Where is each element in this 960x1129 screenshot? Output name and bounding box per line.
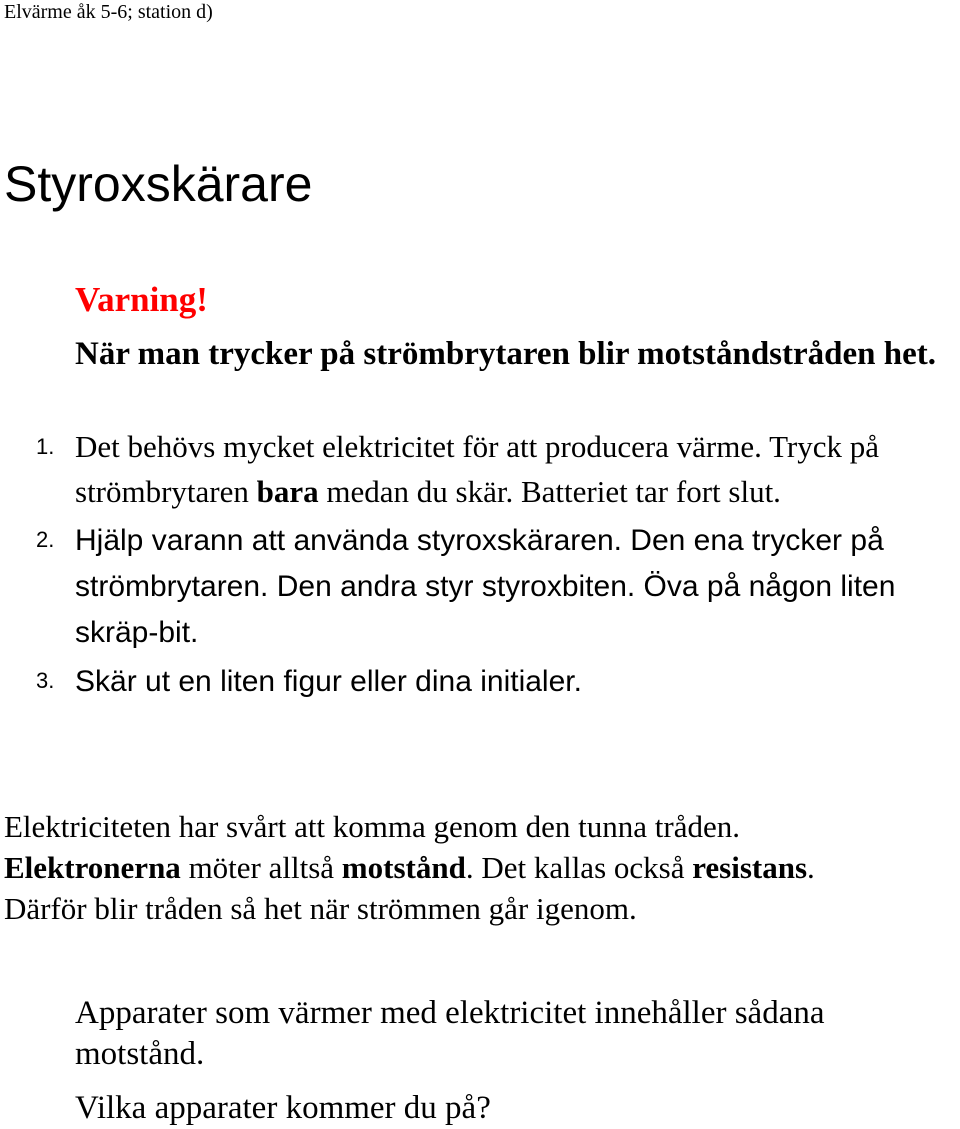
explanation-paragraph xyxy=(4,806,960,929)
step-number: 2. xyxy=(36,527,55,552)
step-emphasis: bara xyxy=(256,474,319,509)
step-text-before: Det behövs mycket elektricitet för att producera värme. Tryck på strömbrytaren xyxy=(75,429,880,509)
step-text: Hjälp varann att använda styroxskäraren. Den ena trycker på strömbrytaren. Den andra styr styroxbiten. Öva på någon liten skräp-bit. xyxy=(75,524,896,649)
step-number: 3. xyxy=(36,668,55,693)
term-resistance: motstånd xyxy=(341,850,466,885)
appliances-text: Apparater som värmer med elektricitet innehåller sådana motstånd. xyxy=(75,995,825,1072)
explanation-period: . xyxy=(807,850,815,885)
step-text-after: medan du skär. Batteriet tar fort slut. xyxy=(318,474,781,509)
term-resistans: resistans xyxy=(692,850,808,885)
page-title: Styroxskärare xyxy=(4,156,313,212)
appliances-question: Vilka apparater kommer du på? xyxy=(75,1090,491,1126)
explanation-line-3: Därför blir tråden så het när strömmen går igenom. xyxy=(4,891,637,926)
document-header: Elvärme åk 5-6; station d) xyxy=(4,1,213,23)
step-number: 1. xyxy=(36,434,55,459)
instruction-step-3 xyxy=(36,658,960,704)
explanation-text: möter alltså xyxy=(180,850,342,885)
instruction-list xyxy=(36,424,960,707)
step-text: Skär ut en liten figur eller dina initialer. xyxy=(75,665,582,698)
explanation-line-2 xyxy=(4,847,960,888)
warning-label: Varning! xyxy=(75,280,208,319)
term-electrons: Elektronerna xyxy=(4,850,181,885)
warning-text: När man trycker på strömbrytaren blir motståndstråden het. xyxy=(75,336,936,372)
instruction-step-1 xyxy=(36,424,960,514)
explanation-line-1: Elektriciteten har svårt att komma genom den tunna tråden. xyxy=(4,809,740,844)
explanation-text: . Det kallas också xyxy=(465,850,693,885)
instruction-step-2 xyxy=(36,517,960,655)
step-text xyxy=(75,429,879,509)
